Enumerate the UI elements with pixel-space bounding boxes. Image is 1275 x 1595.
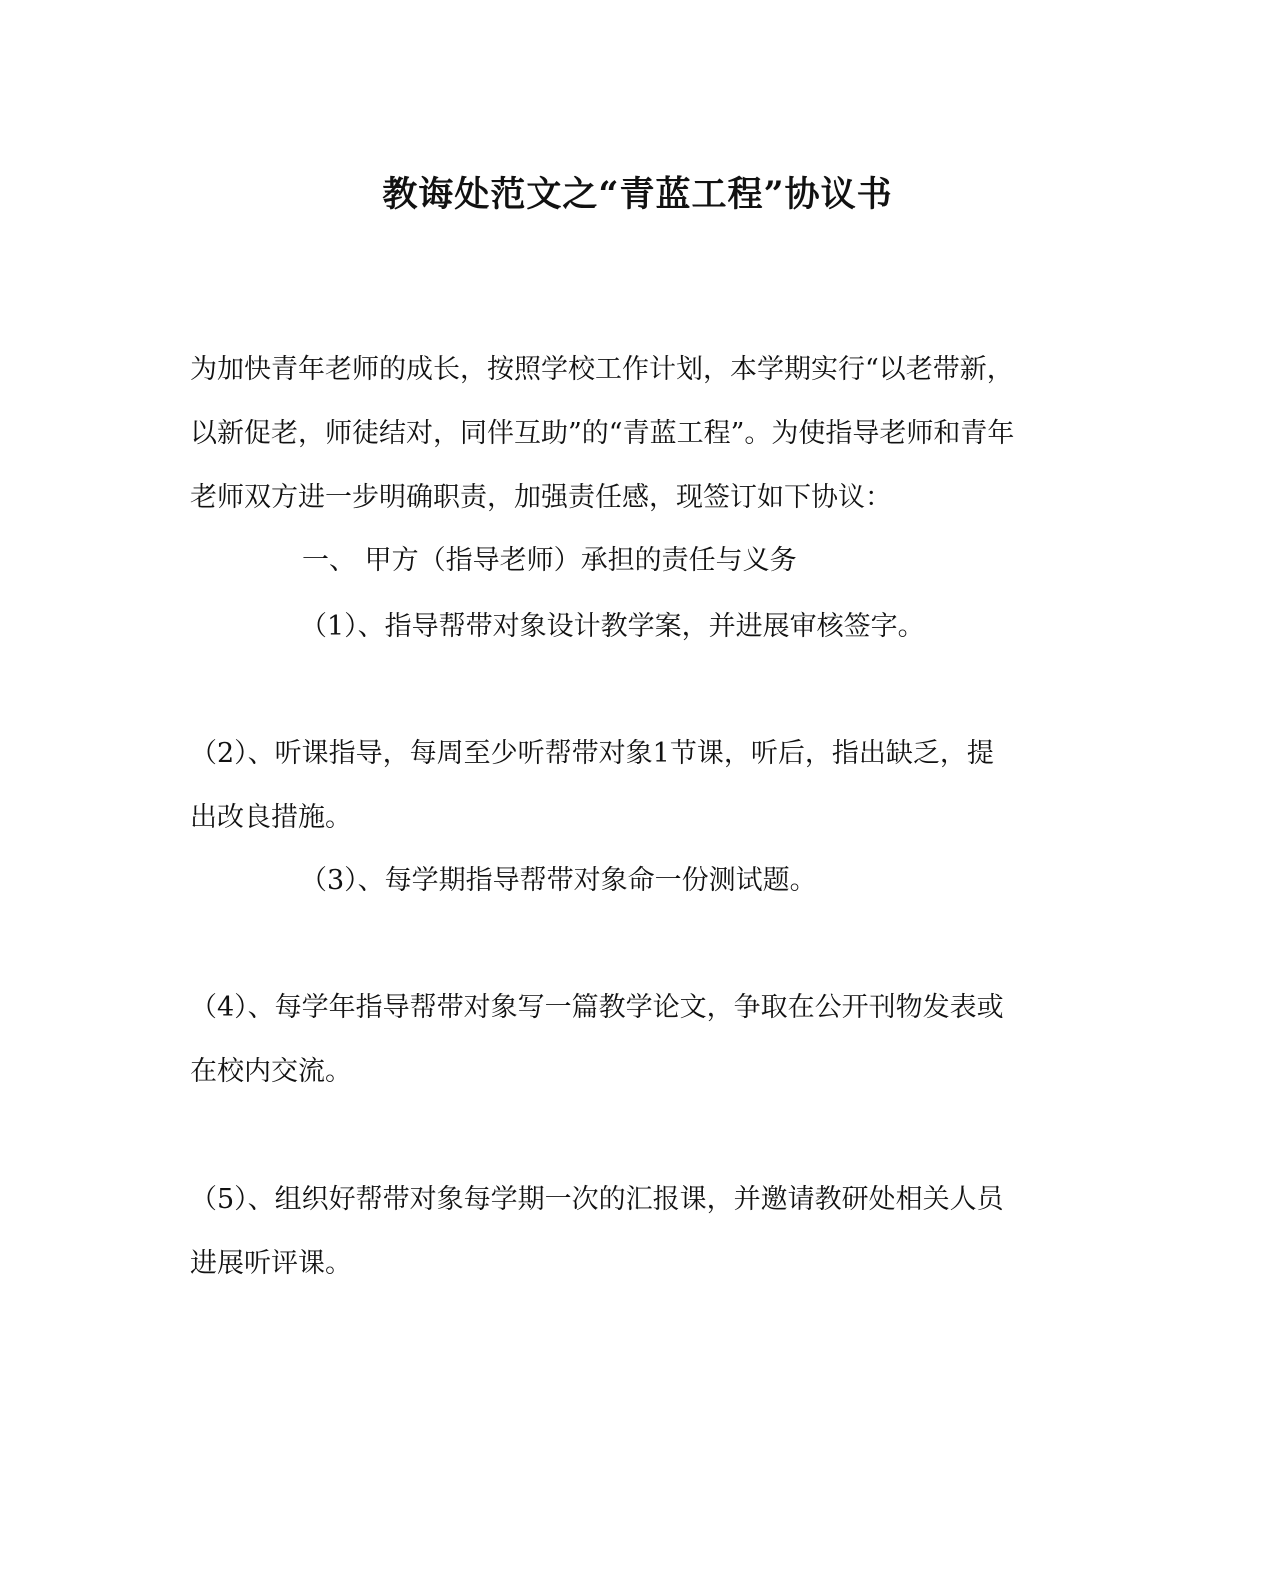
item-1: （1）、指导帮带对象设计教学案，并进展审核签字。 (300, 611, 925, 642)
item-5-line-2: 进展听评课。 (190, 1248, 352, 1279)
item-4-line-2: 在校内交流。 (190, 1056, 352, 1087)
document-title: 教诲处范文之“青蓝工程”协议书 (382, 174, 893, 215)
section-1-heading: 一、 甲方（指导老师）承担的责任与义务 (302, 545, 797, 576)
item-5-line-1: （5）、组织好帮带对象每学期一次的汇报课，并邀请教研处相关人员 (190, 1184, 1004, 1215)
intro-line-3: 老师双方进一步明确职责，加强责任感，现签订如下协议： (190, 482, 892, 513)
item-2-line-1: （2）、听课指导，每周至少听帮带对象1节课，听后，指出缺乏，提 (190, 738, 994, 769)
item-3: （3）、每学期指导帮带对象命一份测试题。 (300, 865, 817, 896)
item-4-line-1: （4）、每学年指导帮带对象写一篇教学论文，争取在公开刊物发表或 (190, 992, 1004, 1023)
intro-line-1: 为加快青年老师的成长，按照学校工作计划，本学期实行“以老带新， (190, 354, 1014, 385)
item-2-line-2: 出改良措施。 (190, 802, 352, 833)
intro-line-2: 以新促老，师徒结对，同伴互助”的“青蓝工程”。为使指导老师和青年 (190, 418, 1015, 449)
